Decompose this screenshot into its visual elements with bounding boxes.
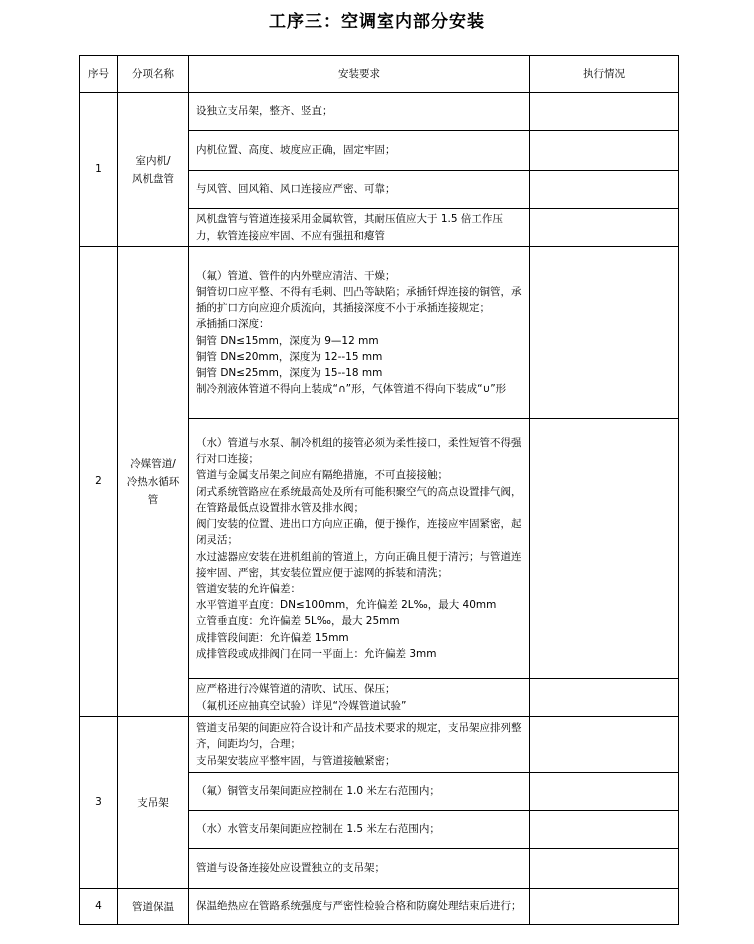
execution-cell[interactable] (530, 171, 679, 209)
execution-cell[interactable] (530, 679, 679, 717)
execution-cell[interactable] (530, 247, 679, 419)
requirement-text: 应严格进行冷媒管道的清吹、试压、保压； （氟机还应抽真空试验）详见“冷媒管道试验” (189, 679, 530, 717)
header-name: 分项名称 (118, 56, 189, 93)
item-number: 1 (80, 93, 118, 247)
header-execution: 执行情况 (530, 56, 679, 93)
execution-cell[interactable] (530, 419, 679, 679)
table-row (80, 889, 679, 925)
requirement-text: （水）水管支吊架间距应控制在 1.5 米左右范围内； (189, 811, 530, 849)
requirement-text: （氟）铜管支吊架间距应控制在 1.0 米左右范围内； (189, 773, 530, 811)
requirement-text: （水）管道与水泵、制冷机组的接管必须为柔性接口，柔性短管不得强行对口连接； 管道与金属支吊架之间应有隔绝措施，不可直接接触； 闭式系统管路应在系统最高处及所有可能积聚空气的高点设置排气阀，在管路最低点设置排水管及排水阀； 阀门安装的位置、进出口方向应正确，便于操作，连接应牢固紧密，起闭灵活； 水过滤器应安装在进机组前的管道上，方向正确且便于清污；与管道连接牢固、严密，其安装位置应便于滤网的拆装和清洗； 管道安装的允许偏差： 水平管道平直度：DN≤100mm，允许偏差 2L‰，最大 40mm 立管垂直度：允许偏差 5L‰，最大 25mm 成排管段间距：允许偏差 15mm 成排管段或成排阀门在同一平面上：允许偏差 3mm (189, 419, 530, 679)
item-number: 3 (80, 717, 118, 889)
execution-cell[interactable] (530, 131, 679, 171)
item-name: 室内机/ 风机盘管 (118, 93, 189, 247)
requirement-text: 管道支吊架的间距应符合设计和产品技术要求的规定，支吊架应排列整齐，间距均匀，合理； 支吊架安装应平整牢固，与管道接触紧密； (189, 717, 530, 773)
item-name: 支吊架 (118, 717, 189, 889)
requirement-text: （氟）管道、管件的内外壁应清洁、干燥； 铜管切口应平整、不得有毛刺、凹凸等缺陷；承插钎焊连接的铜管，承插的扩口方向应迎介质流向，其插接深度不小于承插连接规定； 承插插口深度： 铜管 DN≤15mm，深度为 9—12 mm 铜管 DN≤20mm，深度为 12--15 mm 铜管 DN≤25mm，深度为 15--18 mm 制冷剂液体管道不得向上装成“∩”形，气体管道不得向下装成“∪”形 (189, 247, 530, 419)
header-no: 序号 (80, 56, 118, 93)
table-header-row (80, 56, 679, 93)
requirement-text: 设独立支吊架，整齐、竖直； (189, 93, 530, 131)
table-row (80, 93, 679, 131)
requirement-text: 管道与设备连接处应设置独立的支吊架； (189, 849, 530, 889)
item-name: 管道保温 (118, 889, 189, 925)
installation-table (79, 55, 679, 925)
execution-cell[interactable] (530, 93, 679, 131)
item-number: 4 (80, 889, 118, 925)
execution-cell[interactable] (530, 773, 679, 811)
table-row (80, 247, 679, 419)
item-name: 冷媒管道/ 冷热水循环管 (118, 247, 189, 717)
item-number: 2 (80, 247, 118, 717)
execution-cell[interactable] (530, 889, 679, 925)
requirement-text: 保温绝热应在管路系统强度与严密性检验合格和防腐处理结束后进行； (189, 889, 530, 925)
page-title: 工序三：空调室内部分安装 (269, 12, 485, 32)
execution-cell[interactable] (530, 209, 679, 247)
requirement-text: 风机盘管与管道连接采用金属软管，其耐压值应大于 1.5 倍工作压力，软管连接应牢固、不应有强扭和瘪管 (189, 209, 530, 247)
execution-cell[interactable] (530, 717, 679, 773)
requirement-text: 与风管、回风箱、风口连接应严密、可靠； (189, 171, 530, 209)
header-requirements: 安装要求 (189, 56, 530, 93)
table-row (80, 717, 679, 773)
execution-cell[interactable] (530, 849, 679, 889)
requirement-text: 内机位置、高度、坡度应正确，固定牢固； (189, 131, 530, 171)
execution-cell[interactable] (530, 811, 679, 849)
